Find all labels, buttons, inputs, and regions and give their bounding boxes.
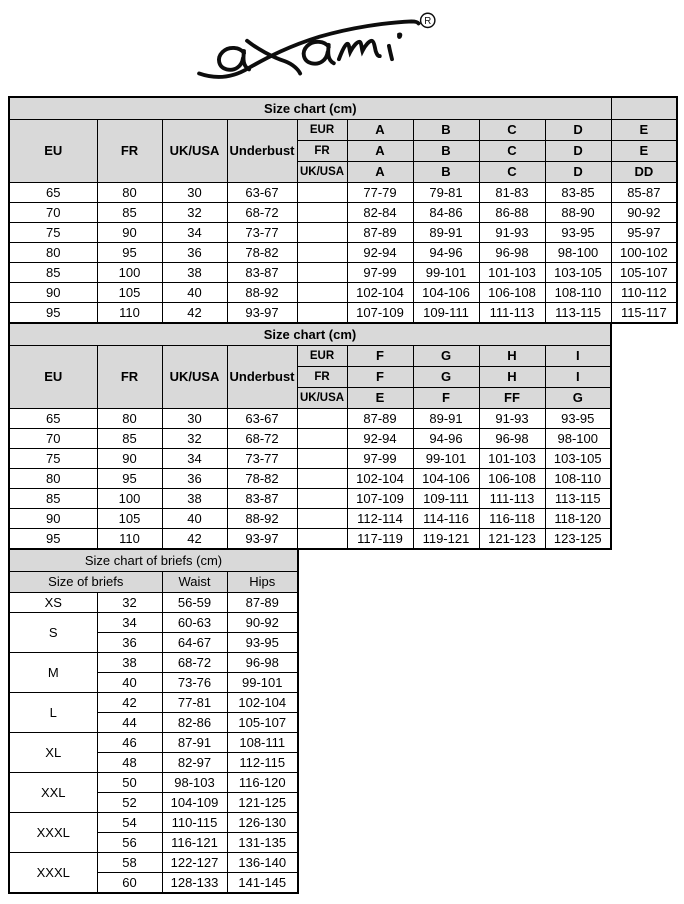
table-cell: 75 [9,223,97,243]
table-cell: 75 [9,449,97,469]
table-cell: 123-125 [545,529,611,550]
table-cell: 104-109 [162,793,227,813]
table-cell: 102-104 [347,283,413,303]
table2-title: Size chart (cm) [9,323,611,346]
cup-header: E [611,120,677,141]
cup-header: E [611,141,677,162]
table-cell: 82-97 [162,753,227,773]
table-cell: 112-115 [227,753,298,773]
cup-header: E [347,388,413,409]
cup-system-label: EUR [297,120,347,141]
bra-size-chart-2 [8,322,612,550]
table-cell: 95 [9,529,97,550]
table-cell: 40 [162,283,227,303]
table-cell: 70 [9,203,97,223]
col-header-ukusa: UK/USA [162,120,227,183]
table-cell: 84-86 [413,203,479,223]
table-cell: 96-98 [479,243,545,263]
table-cell: 101-103 [479,263,545,283]
table-cell: 73-77 [227,223,297,243]
logo-row [0,0,684,96]
table-cell: 48 [97,753,162,773]
table-cell: 60-63 [162,613,227,633]
table1-corner-cell [611,97,677,120]
table-cell: 113-115 [545,303,611,324]
table-cell: 112-114 [347,509,413,529]
cup-header: A [347,162,413,183]
table-cell: 107-109 [347,303,413,324]
table-cell: 110-112 [611,283,677,303]
table-cell: 95 [97,469,162,489]
table-cell: 98-100 [545,429,611,449]
table-header-row [9,120,677,141]
col-header-eu: EU [9,120,97,183]
table-cell: 87-89 [347,223,413,243]
table1-body [9,183,677,324]
col-header-waist: Waist [162,572,227,593]
table-cell [297,203,347,223]
table-cell: 113-115 [545,489,611,509]
table-cell: 68-72 [162,653,227,673]
table-row [9,529,611,550]
cup-header: A [347,120,413,141]
table-row [9,203,677,223]
cup-header: B [413,162,479,183]
table-row [9,263,677,283]
table-cell: 121-123 [479,529,545,550]
table-cell: 111-113 [479,489,545,509]
table-cell: 95 [97,243,162,263]
table-row [9,243,677,263]
cup-header: F [347,346,413,367]
table-cell: 131-135 [227,833,298,853]
table-cell: 38 [97,653,162,673]
table-cell: 81-83 [479,183,545,203]
table-cell: 108-110 [545,469,611,489]
table-cell: 77-79 [347,183,413,203]
table-cell: 93-95 [545,409,611,429]
cup-system-label: FR [297,141,347,162]
table-cell: 88-90 [545,203,611,223]
cup-header: C [479,162,545,183]
table-row [9,653,298,673]
table-cell: 65 [9,409,97,429]
table-row [9,773,298,793]
table-cell: 141-145 [227,873,298,894]
table-cell: 80 [9,469,97,489]
table-row [9,429,611,449]
table-cell: 70 [9,429,97,449]
table-cell: 98-103 [162,773,227,793]
table-cell: 104-106 [413,283,479,303]
table-cell: 88-92 [227,509,297,529]
table-cell: 38 [162,263,227,283]
table-cell: 89-91 [413,223,479,243]
table-cell: 34 [162,449,227,469]
cup-header: D [545,141,611,162]
table-cell: 122-127 [162,853,227,873]
table-title-row [9,549,298,572]
registered-mark-icon [421,13,435,27]
table-cell [297,243,347,263]
table-cell: 85 [9,489,97,509]
cup-header: D [545,162,611,183]
table-row [9,183,677,203]
table-cell: 82-86 [162,713,227,733]
table-cell: 83-85 [545,183,611,203]
cup-header: C [479,141,545,162]
table-cell [297,283,347,303]
briefs-body [9,593,298,894]
table-cell: 46 [97,733,162,753]
table-row [9,509,611,529]
table-cell: 95-97 [611,223,677,243]
table-row [9,813,298,833]
table-cell: 44 [97,713,162,733]
cup-header: FF [479,388,545,409]
table-cell: 106-108 [479,283,545,303]
table-cell: 32 [162,203,227,223]
table-cell: 97-99 [347,449,413,469]
table-cell: 80 [97,409,162,429]
table-cell: 100-102 [611,243,677,263]
table-row [9,469,611,489]
table-cell: 42 [162,529,227,550]
table-cell: 117-119 [347,529,413,550]
table-cell: 63-67 [227,183,297,203]
table-cell: 32 [162,429,227,449]
table-cell: 90-92 [227,613,298,633]
table-cell: 126-130 [227,813,298,833]
table-cell: 99-101 [413,263,479,283]
table-cell: 87-91 [162,733,227,753]
table-cell: 100 [97,489,162,509]
table-cell: 60 [97,873,162,894]
table-cell: 87-89 [227,593,298,613]
table-cell [297,509,347,529]
cup-header: I [545,367,611,388]
table-cell: 77-81 [162,693,227,713]
table-cell: 109-111 [413,303,479,324]
cup-header: B [413,141,479,162]
table-cell [297,429,347,449]
table-cell: 36 [162,243,227,263]
table-cell: 118-120 [545,509,611,529]
table-title-row [9,323,611,346]
col-header-fr: FR [97,120,162,183]
table-cell: 92-94 [347,243,413,263]
col-header-hips: Hips [227,572,298,593]
table-row [9,449,611,469]
cup-system-label: UK/USA [297,388,347,409]
table-cell: 56 [97,833,162,853]
table-cell: 111-113 [479,303,545,324]
table-row [9,733,298,753]
table-cell: 96-98 [479,429,545,449]
table-cell: 73-76 [162,673,227,693]
table-cell: 54 [97,813,162,833]
table-row [9,489,611,509]
table-cell: 85-87 [611,183,677,203]
cup-header: I [545,346,611,367]
table-cell: 96-98 [227,653,298,673]
table-cell: 107-109 [347,489,413,509]
cup-system-label: FR [297,367,347,388]
table-cell: 102-104 [227,693,298,713]
cup-header: H [479,367,545,388]
cup-system-label: EUR [297,346,347,367]
table-row [9,223,677,243]
cup-header: F [413,388,479,409]
table-cell: 97-99 [347,263,413,283]
table-cell: 128-133 [162,873,227,894]
table-cell: 114-116 [413,509,479,529]
table-cell: 103-105 [545,263,611,283]
table-cell: 90 [9,283,97,303]
table-cell: 105 [97,509,162,529]
table-cell [297,303,347,324]
table-cell: 91-93 [479,409,545,429]
table-cell: 93-97 [227,529,297,550]
table-cell: 52 [97,793,162,813]
table-cell: 42 [162,303,227,324]
table-cell: 105-107 [227,713,298,733]
table-header-row [9,572,298,593]
table-header-row [9,346,611,367]
col-header-fr: FR [97,346,162,409]
table-cell: 115-117 [611,303,677,324]
table-cell: 99-101 [227,673,298,693]
i-dot [397,33,402,39]
cup-header: F [347,367,413,388]
table-cell: 85 [97,429,162,449]
table-cell: 103-105 [545,449,611,469]
table-cell: 105-107 [611,263,677,283]
table-cell [297,223,347,243]
table-cell: 86-88 [479,203,545,223]
table-cell: 78-82 [227,243,297,263]
table-cell: 136-140 [227,853,298,873]
table-cell [297,489,347,509]
table-cell: 64-67 [162,633,227,653]
table-cell: 83-87 [227,263,297,283]
cup-header: H [479,346,545,367]
col-header-size-of-briefs: Size of briefs [9,572,162,593]
table-cell: 101-103 [479,449,545,469]
table-cell: 88-92 [227,283,297,303]
table-cell: 36 [97,633,162,653]
table-cell [297,449,347,469]
axami-logo-icon [196,10,441,92]
table-cell: 87-89 [347,409,413,429]
table-cell: 65 [9,183,97,203]
briefs-size-label: XXXL [9,853,97,894]
table-cell: 58 [97,853,162,873]
table-cell: 116-118 [479,509,545,529]
table-cell: 108-110 [545,283,611,303]
table-cell: 116-121 [162,833,227,853]
table-cell: 40 [162,509,227,529]
briefs-title: Size chart of briefs (cm) [9,549,298,572]
table-cell: 38 [162,489,227,509]
cup-header: G [413,346,479,367]
cup-header: G [413,367,479,388]
table-row [9,283,677,303]
table-cell: 78-82 [227,469,297,489]
table-cell: 89-91 [413,409,479,429]
cup-system-label: UK/USA [297,162,347,183]
table-cell: 110 [97,529,162,550]
table-cell: 90 [97,223,162,243]
table-cell: 110 [97,303,162,324]
cup-header: G [545,388,611,409]
table-cell: 106-108 [479,469,545,489]
col-header-underbust: Underbust [227,120,297,183]
table-cell: 90 [97,449,162,469]
table-cell: 91-93 [479,223,545,243]
table-cell: 95 [9,303,97,324]
table-cell: 109-111 [413,489,479,509]
briefs-size-label: M [9,653,97,693]
table-cell [297,469,347,489]
table-cell: 50 [97,773,162,793]
table-cell: 93-95 [545,223,611,243]
table1-title: Size chart (cm) [9,97,611,120]
table-cell: 68-72 [227,429,297,449]
table-cell: 100 [97,263,162,283]
table-cell: 42 [97,693,162,713]
table-cell: 93-97 [227,303,297,324]
table-title-row [9,97,677,120]
table2-body [9,409,611,550]
table-cell: 110-115 [162,813,227,833]
table-cell: 83-87 [227,489,297,509]
table-cell [297,529,347,550]
table-cell: 93-95 [227,633,298,653]
table-cell: 85 [9,263,97,283]
table-cell: 119-121 [413,529,479,550]
briefs-size-label: XXL [9,773,97,813]
table-cell: 80 [97,183,162,203]
table-row [9,303,677,324]
table-cell: 94-96 [413,243,479,263]
briefs-size-label: XXXL [9,813,97,853]
table-cell [297,409,347,429]
cup-header: D [545,120,611,141]
table-cell: 30 [162,183,227,203]
table-cell: 85 [97,203,162,223]
table-row [9,613,298,633]
table-cell: 104-106 [413,469,479,489]
table-cell: 108-111 [227,733,298,753]
cup-header: A [347,141,413,162]
briefs-size-label: XL [9,733,97,773]
col-header-ukusa: UK/USA [162,346,227,409]
table-cell: 63-67 [227,409,297,429]
col-header-eu: EU [9,346,97,409]
table-cell: 105 [97,283,162,303]
table-cell: 79-81 [413,183,479,203]
table-cell: 90-92 [611,203,677,223]
table-cell: 92-94 [347,429,413,449]
briefs-size-chart [8,548,299,894]
table-cell: 34 [97,613,162,633]
table-cell: 80 [9,243,97,263]
table-row [9,693,298,713]
table-row [9,593,298,613]
cup-header: B [413,120,479,141]
table-cell [297,263,347,283]
table-cell: 68-72 [227,203,297,223]
table-cell: 94-96 [413,429,479,449]
table-row [9,853,298,873]
table-cell: 30 [162,409,227,429]
briefs-size-label: L [9,693,97,733]
table-cell: 99-101 [413,449,479,469]
col-header-underbust: Underbust [227,346,297,409]
table-cell: 121-125 [227,793,298,813]
table-cell: 98-100 [545,243,611,263]
table-cell: 40 [97,673,162,693]
table-cell: 36 [162,469,227,489]
table-cell: 73-77 [227,449,297,469]
svg-text:R: R [424,15,432,27]
table-cell: 34 [162,223,227,243]
bra-size-chart-1 [8,96,678,324]
table-cell: 56-59 [162,593,227,613]
table-cell: 102-104 [347,469,413,489]
table-cell: 32 [97,593,162,613]
briefs-size-label: XS [9,593,97,613]
table-cell [297,183,347,203]
table-cell: 116-120 [227,773,298,793]
table-cell: 82-84 [347,203,413,223]
cup-header: DD [611,162,677,183]
table-cell: 90 [9,509,97,529]
table-row [9,409,611,429]
briefs-size-label: S [9,613,97,653]
cup-header: C [479,120,545,141]
